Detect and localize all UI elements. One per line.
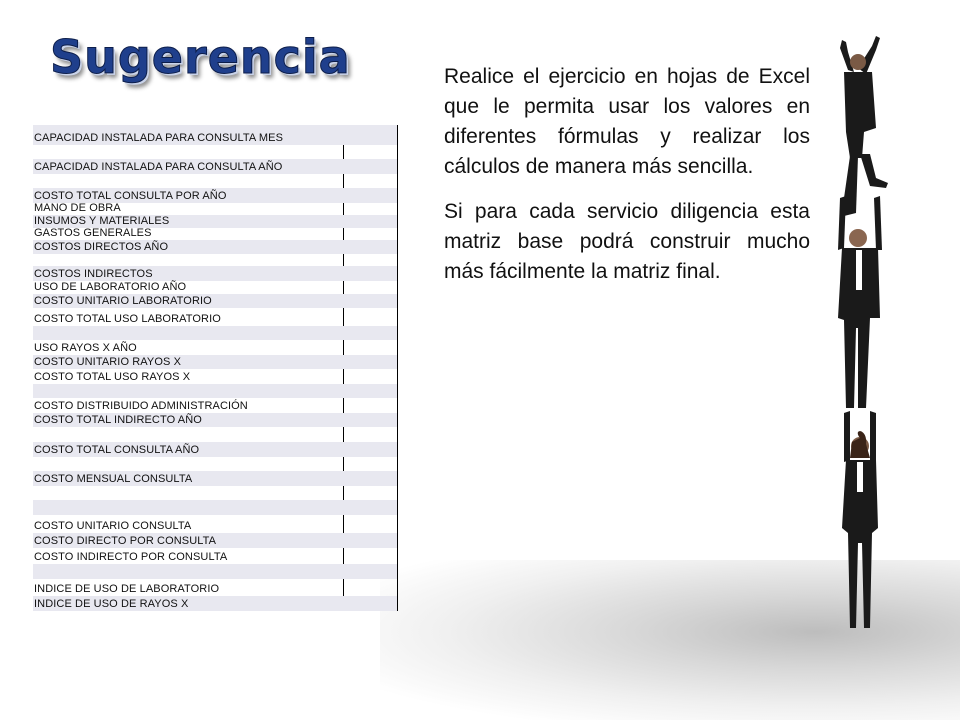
row-label: CAPACIDAD INSTALADA PARA CONSULTA AÑO	[34, 161, 283, 173]
table-row	[33, 427, 397, 442]
row-label: INDICE DE USO DE LABORATORIO	[34, 583, 220, 595]
table-row	[33, 384, 397, 398]
page-title: Sugerencia	[50, 30, 351, 84]
row-label: COSTO UNITARIO RAYOS X	[34, 356, 182, 368]
table-row	[33, 203, 397, 215]
table-row	[33, 369, 397, 384]
instruction-paragraph-1: Realice el ejercicio en hojas de Excel que le permita usar los valores en diferentes fórmulas y realizar los cálculos de manera más sencilla.	[444, 65, 810, 178]
row-label: COSTO TOTAL CONSULTA POR AÑO	[34, 190, 227, 202]
table-row	[33, 326, 397, 340]
table-row	[33, 413, 397, 427]
table-row	[33, 515, 397, 533]
table-row	[33, 228, 397, 240]
table-row	[33, 564, 397, 579]
instruction-paragraph-2: Si para cada servicio diligencia esta matriz base podrá construir mucho más fácilmente la matriz final.	[444, 200, 810, 283]
table-row	[33, 486, 397, 500]
table-row	[33, 471, 397, 486]
row-label: COSTO UNITARIO LABORATORIO	[34, 295, 212, 307]
row-label: COSTO DISTRIBUIDO ADMINISTRACIÓN	[34, 400, 248, 412]
row-label: COSTO TOTAL USO RAYOS X	[34, 371, 191, 383]
table-row	[33, 398, 397, 413]
spreadsheet-table	[33, 125, 398, 611]
table-row	[33, 340, 397, 355]
table-row	[33, 442, 397, 457]
row-label: MANO DE OBRA	[34, 202, 121, 214]
row-label: USO DE LABORATORIO AÑO	[34, 281, 187, 293]
table-row	[33, 266, 397, 281]
table-row	[33, 533, 397, 548]
table-row	[33, 355, 397, 369]
row-label: COSTO MENSUAL CONSULTA	[34, 473, 193, 485]
row-label: GASTOS GENERALES	[34, 227, 152, 239]
row-label: COSTO TOTAL INDIRECTO AÑO	[34, 414, 202, 426]
table-row	[33, 188, 397, 203]
table-row	[33, 457, 397, 471]
table-row	[33, 254, 397, 266]
row-label: COSTOS INDIRECTOS	[34, 268, 153, 280]
table-row	[33, 308, 397, 326]
row-label: INDICE DE USO DE RAYOS X	[34, 598, 189, 610]
table-row	[33, 145, 397, 159]
row-label: CAPACIDAD INSTALADA PARA CONSULTA MES	[34, 132, 284, 144]
row-label: COSTO TOTAL CONSULTA AÑO	[34, 444, 200, 456]
row-label: INSUMOS Y MATERIALES	[34, 215, 170, 227]
table-row	[33, 125, 397, 145]
row-label: COSTO TOTAL USO LABORATORIO	[34, 313, 221, 325]
row-label: COSTOS DIRECTOS AÑO	[34, 241, 169, 253]
table-row	[33, 294, 397, 308]
instructions-text	[444, 62, 810, 302]
table-row	[33, 281, 397, 294]
people-tower-illustration	[800, 28, 925, 648]
table-row	[33, 579, 397, 596]
row-label: COSTO INDIRECTO POR CONSULTA	[34, 551, 228, 563]
table-row	[33, 596, 397, 611]
table-row	[33, 548, 397, 564]
table-row	[33, 159, 397, 174]
table-row	[33, 240, 397, 254]
table-row	[33, 174, 397, 188]
row-label: COSTO DIRECTO POR CONSULTA	[34, 535, 217, 547]
table-row	[33, 500, 397, 515]
row-label: COSTO UNITARIO CONSULTA	[34, 520, 192, 532]
row-label: USO RAYOS X AÑO	[34, 342, 137, 354]
